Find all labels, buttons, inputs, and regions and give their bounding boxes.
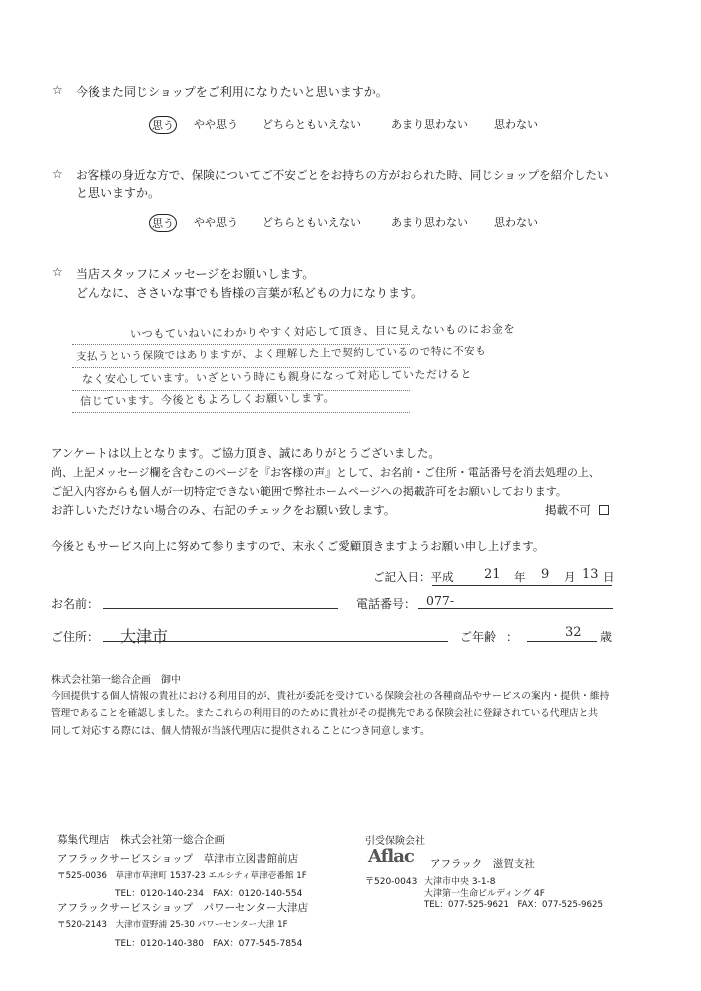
option-somewhat-disagree[interactable]: あまり思わない (391, 118, 468, 131)
star-bullet: ☆ (52, 265, 63, 279)
address-value[interactable]: 大津市 (120, 627, 169, 646)
handwritten-message-line: なく安心しています。いざという時にも親身になって対応していただけると (81, 367, 473, 387)
insurer-address: 大津市中央 3-1-8 (424, 877, 496, 887)
insurer-heading: 引受保険会社 (365, 836, 425, 847)
name-field[interactable] (103, 608, 338, 609)
star-bullet: ☆ (52, 83, 63, 97)
star-bullet: ☆ (52, 167, 63, 181)
no-publish-label: 掲載不可 (545, 503, 591, 517)
closing-line: アンケートは以上となります。ご協力頂き、誠にありがとうございました。 (51, 446, 440, 460)
shop-address: 〒525-0036 草津市草津町 1537-23 エルシティ草津壱番館 1F (57, 871, 307, 881)
shop-phone: TEL：0120-140-380 FAX：077-545-7854 (115, 939, 303, 949)
date-era: 平成 (430, 570, 454, 584)
closing-line: 尚、上記メッセージ欄を含むこのページを『お客様の声』として、お名前・ご住所・電話番号を消去処理の上、 (51, 466, 600, 479)
question-2-text-cont: と思いますか。 (76, 186, 161, 200)
date-year-unit: 年 (514, 570, 526, 584)
privacy-text-line: 同して対応する際には、個人情報が当該代理店に提供されることにつき同意します。 (51, 726, 430, 737)
message-title: 当店スタッフにメッセージをお願いします。 (76, 267, 315, 281)
question-2-options (0, 214, 701, 230)
shop-name: アフラックサービスショップ パワーセンター大津店 (57, 902, 308, 914)
handwritten-message-line: いつもていねいにわかりやすく対応して頂き、目に見えないものにお金を (129, 322, 516, 342)
privacy-text-line: 管理であることを確認しました。またこれらの利用目的のために貴社がその提携先である保険会社に登録されている代理店と共 (51, 708, 598, 719)
date-label: ご記入日： (373, 570, 431, 584)
name-label: お名前： (51, 597, 100, 611)
date-day-unit: 日 (603, 570, 615, 584)
closing-line: ご記入内容からも個人が一切特定できない範囲で弊社ホームページへの掲載許可をお願いしております。 (51, 485, 567, 498)
question-1-options (0, 116, 701, 132)
date-day-value[interactable]: 13 (582, 567, 599, 582)
handwritten-message-line: 信じています。今後ともよろしくお願いします。 (79, 391, 336, 409)
option-somewhat-agree[interactable]: やや思う (194, 118, 238, 131)
privacy-text-line: 今回提供する個人情報の貴社における利用目的が、貴社が委託を受けている保険会社の各種商品やサービスの案内・提供・維持 (51, 691, 610, 702)
insurer-phone: TEL：077-525-9621 FAX：077-525-9625 (424, 900, 603, 910)
shop-name: アフラックサービスショップ 草津市立図書館前店 (57, 853, 299, 865)
privacy-addressee: 株式会社第一総合企画 御中 (51, 675, 181, 686)
insurer-postal: 〒520-0043 (365, 877, 418, 887)
question-1-text: 今後また同じショップをご利用になりたいと思いますか。 (76, 85, 388, 99)
insurer-address: 大津第一生命ビルディング 4F (424, 889, 545, 899)
insurer-name: アフラック 滋賀支社 (430, 858, 535, 870)
no-publish-checkbox[interactable] (599, 505, 609, 515)
option-agree-selected[interactable]: 思う (149, 116, 177, 134)
entry-date (373, 569, 454, 585)
phone-label: 電話番号： (356, 597, 417, 611)
closing-line: お許しいただけない場合のみ、右記のチェックをお願い致します。 (51, 503, 396, 517)
option-disagree[interactable]: 思わない (494, 216, 538, 229)
option-neutral[interactable]: どちらともいえない (262, 216, 361, 229)
aflac-logo: Aflac (368, 846, 414, 867)
phone-value[interactable]: 077- (426, 593, 455, 608)
no-publish-option[interactable] (545, 502, 609, 518)
shop-phone: TEL：0120-140-234 FAX：0120-140-554 (115, 889, 303, 899)
age-value[interactable]: 32 (565, 625, 582, 640)
option-agree-selected[interactable]: 思う (149, 214, 177, 232)
option-somewhat-disagree[interactable]: あまり思わない (391, 216, 468, 229)
date-year-value[interactable]: 21 (484, 567, 501, 582)
agency-heading: 募集代理店 株式会社第一総合企画 (57, 834, 225, 846)
age-label: ご年齢 (460, 630, 497, 644)
age-colon: ： (506, 630, 519, 644)
option-disagree[interactable]: 思わない (494, 118, 538, 131)
question-2-text: お客様の身近な方で、保険についてご不安ごとをお持ちの方がおられた時、同じショップを紹介したい (76, 168, 609, 182)
closing-line: 今後ともサービス向上に努めて参りますので、末永くご愛顧頂きますようお願い申し上げます。 (51, 539, 545, 553)
shop-address: 〒520-2143 大津市萱野浦 25-30 パワーセンター大津 1F (57, 920, 288, 930)
address-label: ご住所： (51, 630, 100, 644)
date-month-unit: 月 (564, 570, 576, 584)
date-month-value[interactable]: 9 (541, 567, 550, 582)
age-unit: 歳 (600, 630, 613, 644)
option-somewhat-agree[interactable]: やや思う (194, 216, 238, 229)
handwritten-message-line: 支払うという保険ではありますが、よく理解した上で契約しているので特に不安も (75, 345, 487, 364)
message-subtitle: どんなに、ささいな事でも皆様の言葉が私どもの力になります。 (76, 286, 424, 300)
option-neutral[interactable]: どちらともいえない (262, 118, 361, 131)
